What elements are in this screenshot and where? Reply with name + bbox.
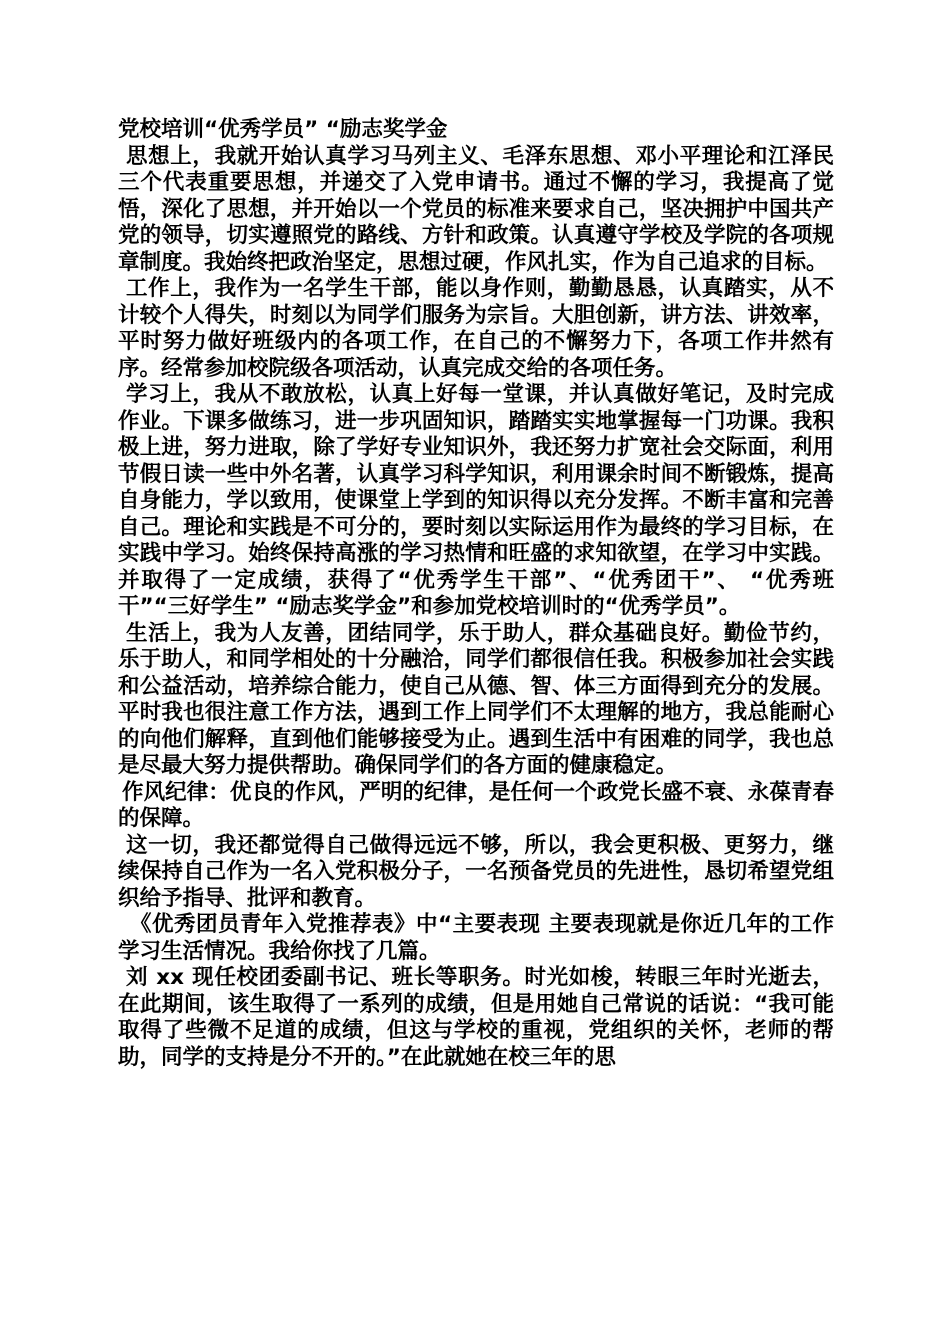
- paragraph-life: 生活上，我为人友善，团结同学，乐于助人，群众基础良好。勤俭节约，乐于助人，和同学相处的十分融洽，同学们都很信任我。积极参加社会实践和公益活动，培养综合能力，使自己从德、智、体三方面得到充分的发展。平时我也很注意工作方法，遇到工作上同学们不太理解的地方，我总能耐心的向他们解释，直到他们能够接受为止。遇到生活中有困难的同学，我也总是尽最大努力提供帮助。确保同学们的各方面的健康稳定。: [118, 620, 834, 778]
- paragraph-example: 刘 xx 现任校团委副书记、班长等职务。时光如梭，转眼三年时光逝去，在此期间，该生取得了一系列的成绩，但是用她自己常说的话说：“我可能取得了些微不足道的成绩，但这与学校的重视，党组织的关怀，老师的帮助，同学的支持是分不开的。”在此就她在校三年的思: [118, 965, 834, 1070]
- document-page: [118, 117, 834, 1071]
- paragraph-work: 工作上，我作为一名学生干部，能以身作则，勤勤恳恳，认真踏实，从不计较个人得失，时刻以为同学们服务为宗旨。大胆创新，讲方法、讲效率，平时努力做好班级内的各项工作，在自己的不懈努力下，各项工作井然有序。经常参加校院级各项活动，认真完成交给的各项任务。: [118, 276, 834, 381]
- paragraph-recommendation-form: 《优秀团员青年入党推荐表》中“主要表现 主要表现就是你近几年的工作学习生活情况。我给你找了几篇。: [118, 912, 834, 964]
- paragraph-summary: 这一切，我还都觉得自己做得远远不够，所以，我会更积极、更努力，继续保持自己作为一名入党积极分子，一名预备党员的先进性，恳切希望党组织给予指导、批评和教育。: [118, 832, 834, 911]
- paragraph-thought: 思想上，我就开始认真学习马列主义、毛泽东思想、邓小平理论和江泽民三个代表重要思想，并递交了入党申请书。通过不懈的学习，我提高了觉悟，深化了思想，并开始以一个党员的标准来要求自己，坚决拥护中国共产党的领导，切实遵照党的路线、方针和政策。认真遵守学校及学院的各项规章制度。我始终把政治坚定，思想过硬，作风扎实，作为自己追求的目标。: [118, 143, 834, 275]
- paragraph-study: 学习上，我从不敢放松，认真上好每一堂课，并认真做好笔记，及时完成作业。下课多做练习，进一步巩固知识，踏踏实实地掌握每一门功课。我积极上进，努力进取，除了学好专业知识外，我还努力扩宽社会交际面，利用节假日读一些中外名著，认真学习科学知识，利用课余时间不断锻炼，提高自身能力，学以致用，使课堂上学到的知识得以充分发挥。不断丰富和完善自己。理论和实践是不可分的，要时刻以实际运用作为最终的学习目标，在实践中学习。始终保持高涨的学习热情和旺盛的求知欲望，在学习中实践。并取得了一定成绩，获得了“优秀学生干部”、“优秀团干”、 “优秀班干”“三好学生” “励志奖学金”和参加党校培训时的“优秀学员”。: [118, 382, 834, 619]
- document-title: 党校培训“优秀学员” “励志奖学金: [118, 117, 448, 142]
- paragraph-discipline: 作风纪律：优良的作风，严明的纪律，是任何一个政党长盛不衰、永葆青春的保障。: [118, 779, 834, 831]
